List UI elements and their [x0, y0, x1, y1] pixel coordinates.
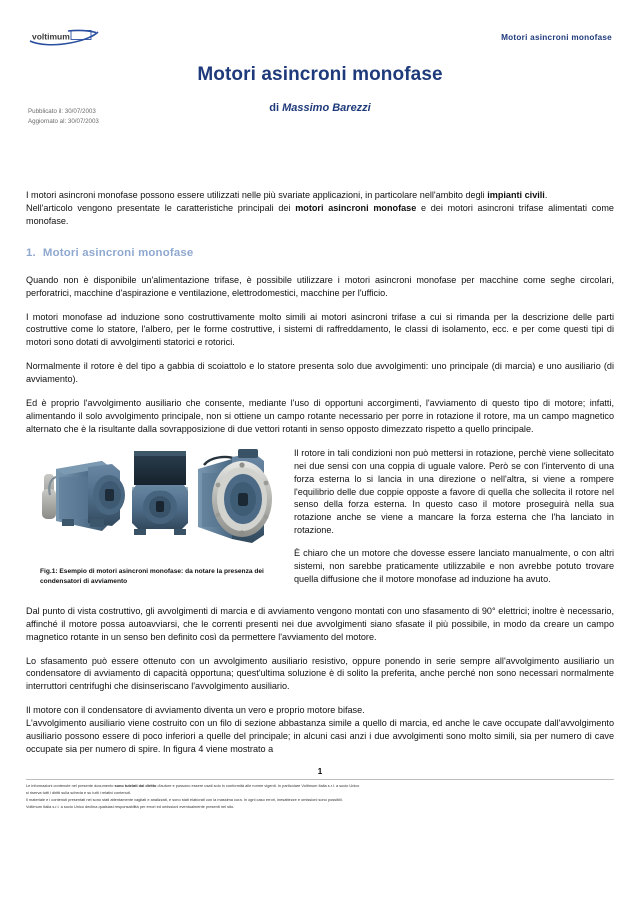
paragraph-2: I motori monofase ad induzione sono costruttivamente molto simili ai motori asincroni trifase a cui si rimanda per la descrizione delle parti costruttive come lo statore, l'albero, per le forme costruttive, i sistemi di raffreddamento, le classi di isolamento, ecc. e per come questi tipi di motori sono dotati di avvolgimenti statorici e rotorici.: [26, 311, 614, 348]
figure-caption: [26, 563, 276, 587]
paragraph-6: Lo sfasamento può essere ottenuto con un avvolgimento ausiliario resistivo, oppure ponendo in serie sempre all'avvolgimento ausiliario un condensatore di avviamento di capacità opportuna; quest'ultima soluzione è di solito la preferita, anche perché non sono necessari normalmente interruttori centrifughi che disinseriscano l'avvolgimento ausiliario.: [26, 655, 614, 692]
footer-disclaimer: [26, 783, 614, 810]
paragraph-7: Il motore con il condensatore di avviamento diventa un vero e proprio motore bifase.: [26, 705, 365, 716]
page-number: 1: [317, 766, 323, 776]
figure-and-side-text: [26, 447, 614, 599]
section-title: Motori asincroni monofase: [42, 246, 194, 259]
page-header: [26, 0, 614, 62]
author-name: Massimo Barezzi: [282, 102, 371, 114]
published-date: Pubblicato il: 30/07/2003: [28, 108, 96, 115]
author-prefix: di: [269, 102, 283, 114]
side-paragraph-2: È chiaro che un motore che dovesse essere lanciato manualmente, o con altri sistemi, non sarebbe praticamente utilizzabile e non avrebbe potuto trovare quella diffusione che il motore monofase ad induzione ha avuto.: [294, 548, 614, 584]
intro-p1-bold: impianti civili: [487, 190, 545, 200]
figure-1: [26, 447, 284, 587]
post-figure-text: [26, 599, 614, 756]
paragraph-4: Ed è proprio l'avvolgimento ausiliario che consente, mediante l'uso di opportuni accorgimenti, l'avviamento di questo tipo di motore; infatti, alimentando il solo avvolgimento principale, non si ottiene un campo rotante necessario per porre in rotazione il rotore, ma un campo magnetico alternato che è la risultante dalla sovrapposizione di due vettori rotanti in senso opposto dimezzato rispetto a quello principale.: [26, 398, 614, 434]
author-line: [26, 86, 614, 114]
intro-paragraph-2: [26, 202, 614, 228]
motor-photo: [26, 447, 282, 563]
paragraph-1: Quando non è disponibile un'alimentazione trifase, è possibile utilizzare i motori asincroni monofase per macchine come seghe circolari, perforatrici, macchine d'aspirazione e ventilazione, elettrodomestici, macchine per l'ufficio.: [26, 274, 614, 298]
figure-caption-line2: la presenza dei condensatori di avviamento: [40, 567, 264, 585]
paragraph-5: Dal punto di vista costruttivo, gli avvolgimenti di marcia e di avviamento vengono montati con uno sfasamento di 90° elettrici; inoltre è necessario, affinché il motore possa autoavviarsi, che le correnti presenti nei due avvolgimenti siano sfasate il più possibile, in modo da creare un campo magnetico rotante in un senso ben definito così da permettere l'avviamento del motore.: [26, 605, 614, 642]
footer-line1-c: d'autore e possono essere usati solo in conformità alle norme vigenti. In particolare Voltimum Italia s.r.l. a socio Unico: [156, 782, 360, 788]
intro-paragraph-1: [26, 189, 614, 202]
voltimum-logo[interactable]: [28, 28, 102, 47]
page-title: Motori asincroni monofase: [197, 64, 443, 85]
footer-line1-a: Le informazioni contenute nel presente documento: [26, 782, 115, 788]
footer-line-1: [26, 783, 614, 789]
paragraph-3: Normalmente il rotore è del tipo a gabbia di scoiattolo e lo statore presenta solo due avvolgimenti: uno principale (di marcia) e uno ausiliario (di avviamento).: [26, 361, 614, 385]
intro-p2-text-a: Nell'articolo vengono presentate le caratteristiche principali dei: [26, 202, 296, 213]
svg-text:voltimum: voltimum: [32, 31, 70, 42]
figure-caption-line1: Fig.1: Esempio di motori asincroni monofase: da notare: [40, 567, 215, 575]
document-body: [26, 114, 614, 810]
side-paragraph-1: Il rotore in tali condizioni non può mettersi in rotazione, perchè viene sollecitato nei due sensi con una coppia di uguale valore. Però se con l'intervento di una forza esterna lo si lancia in una direzione o nell'altra, si viene a rompere l'equilibrio delle due coppie opposte a favore di quella che sollecita il rotore nel senso della forza esterna. In questo caso il motore proseguirà nella sua rotazione anche se viene a mancare la forza esterna che l'ha lanciato in rotazione.: [294, 447, 614, 536]
footer-line-3: Il materiale e i contenuti presentati nel sono stati attentamente vagliati e analizzati, e sono stati elaborati con la massima cura. In ogni caso errori, inesattezze e omissioni sono possibili.: [26, 796, 343, 802]
figure-side-text: [294, 447, 614, 586]
footer-line1-bold: sono tutelati dal diritto: [114, 782, 157, 788]
intro-p2-bold: motori asincroni monofase: [295, 202, 417, 213]
updated-date: Aggiornato al: 30/07/2003: [28, 117, 99, 125]
paragraph-8: L'avvolgimento ausiliario viene costruito con un filo di sezione abbastanza simile a quello di marcia, ed anche le cave occupate dall'avvolgimento ausiliario possono essere di poco inferiori a quelle del principale; in alcuni casi anzi i due avvolgimenti sono molto simili, sia per numero di cave occupate sia per numero di spire. In figura 4 viene mostrato a: [26, 718, 614, 754]
running-head: Motori asincroni monofase: [501, 33, 612, 42]
footer-line-2: si riserva tutti i diritti sulla scheda e su tutti i relativi contenuti.: [26, 789, 131, 795]
publication-dates: [28, 107, 99, 126]
intro-p1-text-a: I motori asincroni monofase possono essere utilizzati nelle più svariate applicazioni, in particolare nell'ambito degli: [26, 190, 488, 200]
footer-divider: [26, 779, 614, 780]
section-number: 1.: [26, 246, 36, 259]
intro-p2-text-c: e dei motori asincroni trifase alimentati come monofase.: [26, 202, 614, 226]
intro-p1-text-c: .: [544, 190, 548, 200]
section-heading-1: [26, 247, 614, 259]
footer-line-4: Voltimum Italia s.r.l. a socio Unico declina qualsiasi responsabilità per errori ed omissioni eventualmente presenti nel sito.: [26, 803, 235, 809]
